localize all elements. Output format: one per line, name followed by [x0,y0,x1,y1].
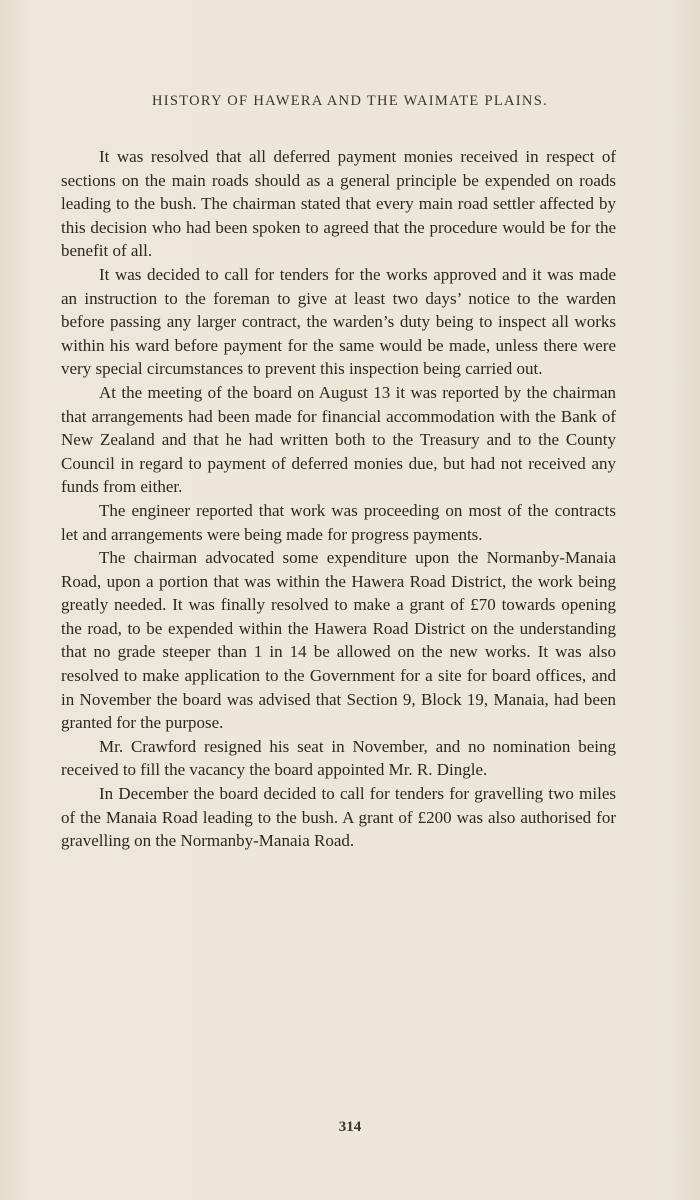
paragraph: The chairman advocated some expenditure upon the Normanby-Manaia Road, upon a portion that was within the Hawera Road District, the work being greatly needed. It was finally resolved to make a grant of £70 towards opening the road, to be expended within the Hawera Road District on the understanding that no grade steeper than 1 in 14 be allowed on the new works. It was also resolved to make application to the Government for a site for board offices, and in November the board was advised that Section 9, Block 19, Manaia, had been granted for the purpose. [61,548,616,733]
body-text [61,145,616,853]
paragraph: In December the board decided to call for tenders for gravelling two miles of the Manaia Road leading to the bush. A grant of £200 was also authorised for gravelling on the Normanby-Manaia Road. [61,784,616,851]
paragraph: It was decided to call for tenders for the works approved and it was made an instruction to the foreman to give at least two days’ notice to the warden before passing any larger contract, the warden’s duty being to inspect all works within his ward before payment for the same would be made, unless there were very special circumstances to prevent this inspection being carried out. [61,264,616,379]
paragraph: Mr. Crawford resigned his seat in November, and no nomination being received to fill the vacancy the board appointed Mr. R. Dingle. [61,736,616,780]
running-head: HISTORY OF HAWERA AND THE WAIMATE PLAINS. [152,93,548,109]
paragraph: The engineer reported that work was proceeding on most of the contracts let and arrangements were being made for progress payments. [61,500,616,544]
paragraph: At the meeting of the board on August 13 it was reported by the chairman that arrangements had been made for financial accommodation with the Bank of New Zealand and that he had written both to the Treasury and to the County Council in regard to payment of deferred monies due, but had not received any funds from either. [61,382,616,497]
page-number: 314 [338,1119,362,1135]
paragraph: It was resolved that all deferred payment monies received in respect of sections on the main roads should as a general principle be expended on roads leading to the bush. The chairman stated that every main road settler affected by this decision who had been spoken to agreed that the procedure would be for the benefit of all. [61,147,616,261]
